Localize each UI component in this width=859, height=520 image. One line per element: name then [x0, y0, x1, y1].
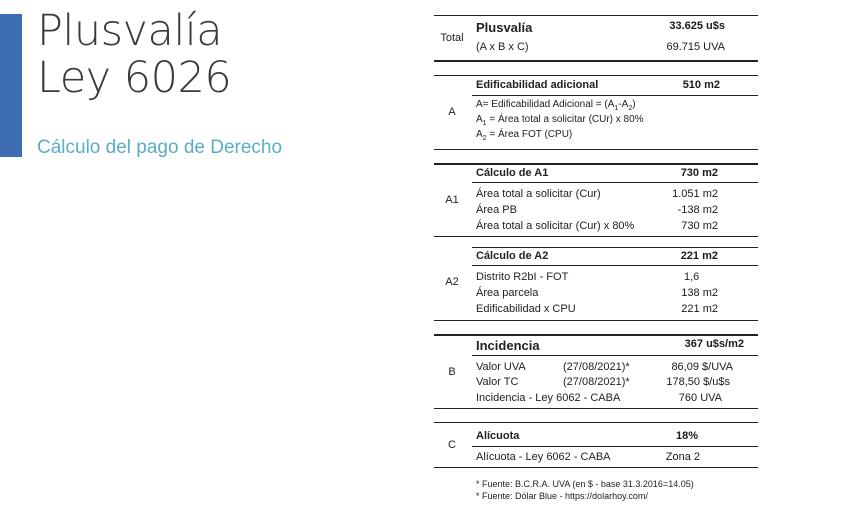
- footnote-2: * Fuente: Dólar Blue - https://dolarhoy.com/: [476, 491, 648, 501]
- section-a-name: Edificabilidad adicional: [476, 79, 599, 91]
- title-line-1: Plusvalía: [37, 6, 223, 56]
- rule-b-top: [434, 334, 758, 336]
- row-label-a: A: [448, 106, 456, 118]
- a1-row-2-label: Área PB: [476, 204, 517, 216]
- a2-row-2-label: Área parcela: [476, 287, 539, 299]
- rule-b-sub: [472, 355, 758, 356]
- b-row-1-label: Valor UVA: [476, 361, 526, 373]
- a2-row-3-value: 221 m2: [681, 303, 718, 315]
- total-formula: (A x B x C): [476, 41, 529, 53]
- section-a2-name: Cálculo de A2: [476, 250, 549, 262]
- title-line-2: Ley 6026: [37, 53, 232, 103]
- section-a1-name: Cálculo de A1: [476, 167, 549, 179]
- footnote-1: * Fuente: B.C.R.A. UVA (en $ - base 31.3.2016=14.05): [476, 479, 694, 489]
- section-b-value: 367 u$s/m2: [684, 338, 744, 350]
- rule-a2-bottom: [434, 320, 758, 321]
- rule-a1-bottom: [434, 236, 758, 237]
- a1-row-3-value: 730 m2: [681, 220, 718, 232]
- c-row-value: Zona 2: [665, 451, 700, 463]
- rule-a2-sub: [472, 265, 758, 266]
- section-a1-value: 730 m2: [680, 167, 718, 179]
- rule-c-sub: [472, 446, 758, 447]
- a2-row-2-value: 138 m2: [681, 287, 718, 299]
- b-row-3-label: Incidencia - Ley 6062 - CABA: [476, 392, 621, 404]
- section-a-line-1: A= Edificabilidad Adicional = $(A_1-A_2)$: [476, 99, 636, 112]
- total-value-uva: 69.715 UVA: [666, 41, 725, 53]
- rule-c-top: [434, 422, 758, 423]
- section-b-name: Incidencia: [476, 338, 540, 353]
- a2-row-3-label: Edificabilidad x CPU: [476, 303, 576, 315]
- accent-bar: [0, 14, 22, 157]
- b-row-2-value: 178,50 $/u$s: [666, 376, 730, 388]
- rule-a-bottom: [434, 149, 758, 150]
- c-row-label: Alícuota - Ley 6062 - CABA: [476, 451, 611, 463]
- section-a-line-3: $A_2$ = Área FOT (CPU): [476, 129, 573, 142]
- a1-row-1-label: Área total a solicitar (Cur): [476, 188, 601, 200]
- rule-b-bottom: [434, 408, 758, 409]
- a2-row-1-label: Distrito R2bI - FOT: [476, 271, 569, 283]
- a2-row-1-value-fot: 1,6: [684, 271, 700, 283]
- rule-a-sub: [472, 95, 758, 96]
- a1-row-1-value: 1.051 m2: [672, 188, 718, 200]
- a1-row-2-value: -138 m2: [677, 204, 718, 216]
- row-label-a2: A2: [445, 276, 459, 288]
- page-title: [37, 8, 231, 102]
- rule-c-bottom: [434, 467, 758, 468]
- row-label-b: B: [448, 366, 456, 378]
- b-row-2-label: Valor TC: [476, 376, 519, 388]
- total-name: Plusvalía: [476, 20, 533, 35]
- section-c-name: Alícuota: [476, 430, 520, 442]
- page-subtitle: Cálculo del pago de Derecho: [37, 137, 283, 158]
- rule-a1-top: [434, 163, 758, 165]
- b-row-3-value: 760 UVA: [678, 392, 722, 404]
- a1-row-3-label: Área total a solicitar (Cur) x 80%: [476, 220, 635, 232]
- b-row-1-value: 86,09 $/UVA: [671, 361, 733, 373]
- b-row-1-date: (27/08/2021)*: [563, 361, 630, 373]
- section-a-value: 510 m2: [682, 79, 720, 91]
- b-row-2-date: (27/08/2021)*: [563, 376, 630, 388]
- total-value-usd: 33.625 u$s: [669, 20, 725, 32]
- rule-total-bottom: [434, 60, 758, 62]
- row-label-total: Total: [440, 32, 464, 44]
- section-a-line-2: $A_1$ = Área total a solicitar (CUr) x 80%: [476, 114, 644, 127]
- rule-a1-sub: [472, 182, 758, 183]
- section-a2-value: 221 m2: [680, 250, 718, 262]
- section-c-value: 18%: [675, 430, 698, 442]
- row-label-a1: A1: [445, 194, 459, 206]
- rule-a2-top: [472, 247, 758, 248]
- rule-top: [434, 15, 758, 16]
- rule-a-top: [434, 75, 758, 76]
- row-label-c: C: [448, 439, 456, 451]
